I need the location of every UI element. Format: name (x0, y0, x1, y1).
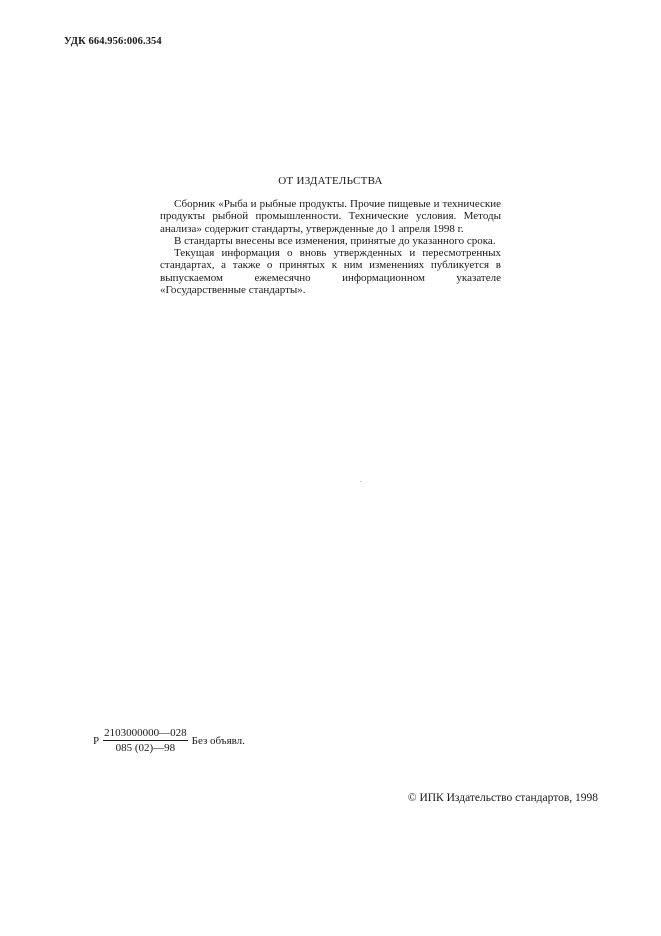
paragraph-changes-note: В стандарты внесены все изменения, принятые до указанного срока. (174, 234, 496, 247)
catalog-suffix: Без объявл. (191, 734, 245, 747)
catalog-prefix: Р (93, 734, 100, 747)
catalog-fraction (103, 727, 188, 754)
paragraph-current-info: Текущая информация о вновь утвержденных и пересмотренных стандартах, а также о принятых к ним изменениях публикуется в выпускаемом ежемесячно информационном указателе «Государственные стандарты». (160, 247, 501, 297)
scan-speck (360, 481, 361, 482)
catalog-index (93, 727, 245, 754)
copyright-notice: © ИПК Издательство стандартов, 1998 (407, 792, 598, 804)
paragraph-collection-description: Сборник «Рыба и рыбные продукты. Прочие пищевые и технические продукты рыбной промышленности. Технические условия. Методы анализа» содержит стандарты, утвержденные до 1 апреля 1998 г. (160, 198, 501, 235)
publisher-note (160, 198, 501, 296)
catalog-denominator: 085 (02)—98 (115, 742, 176, 754)
catalog-numerator: 2103000000—028 (104, 727, 187, 739)
udc-code: УДК 664.956:006.354 (64, 36, 162, 47)
section-heading: ОТ ИЗДАТЕЛЬСТВА (278, 175, 383, 187)
